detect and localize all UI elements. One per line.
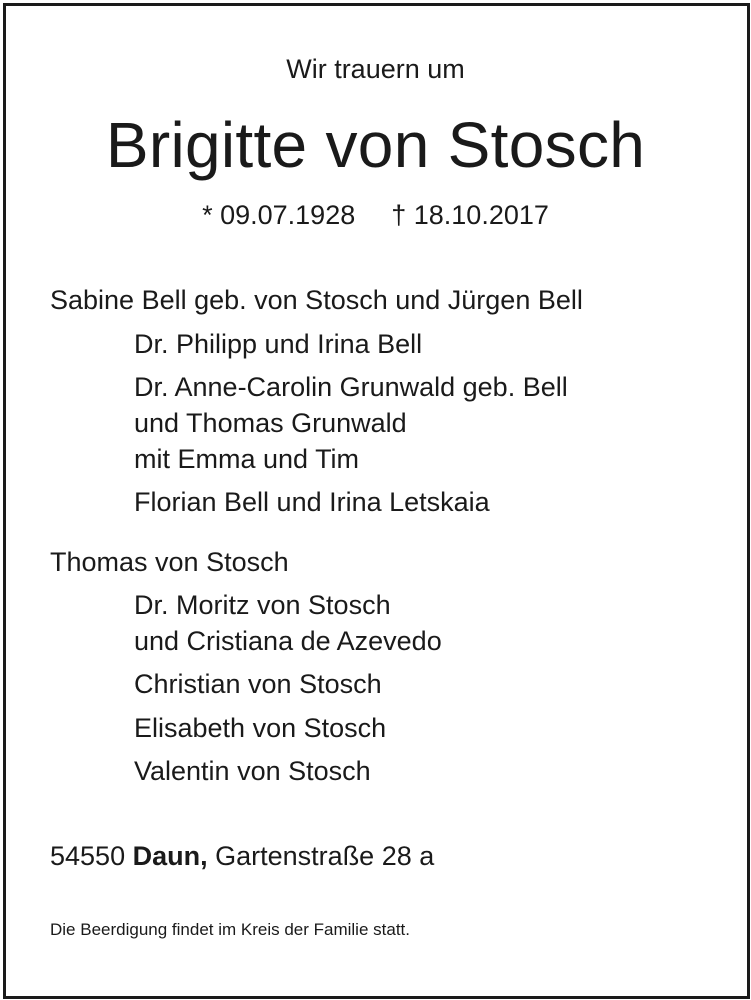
- deceased-name: Brigitte von Stosch: [105, 109, 646, 181]
- intro-text: Wir trauern um: [286, 54, 465, 84]
- street: Gartenstraße 28 a: [215, 841, 435, 871]
- funeral-note: Die Beerdigung findet im Kreis der Familie statt.: [50, 920, 410, 939]
- family-member: und Thomas Grunwald: [134, 408, 407, 438]
- family-member: Christian von Stosch: [134, 669, 382, 699]
- postal-code: 54550: [50, 841, 126, 871]
- family-member: Dr. Philipp und Irina Bell: [134, 329, 423, 359]
- family-member: Valentin von Stosch: [134, 756, 371, 786]
- city: Daun,: [132, 841, 208, 871]
- birth-date: * 09.07.1928: [202, 200, 356, 230]
- family-member: und Cristiana de Azevedo: [134, 626, 442, 656]
- family-member: Dr. Anne-Carolin Grunwald geb. Bell: [134, 372, 568, 402]
- family-member: mit Emma und Tim: [134, 444, 360, 474]
- life-dates: [0, 198, 751, 232]
- family-member: Florian Bell und Irina Letskaia: [134, 487, 490, 517]
- family-group-1-head: Sabine Bell geb. von Stosch und Jürgen Bell: [50, 285, 583, 315]
- address: [50, 838, 434, 874]
- family-group-2-head: Thomas von Stosch: [50, 547, 289, 577]
- family-member: Dr. Moritz von Stosch: [134, 590, 391, 620]
- death-date: † 18.10.2017: [391, 200, 549, 230]
- family-member: Elisabeth von Stosch: [134, 713, 387, 743]
